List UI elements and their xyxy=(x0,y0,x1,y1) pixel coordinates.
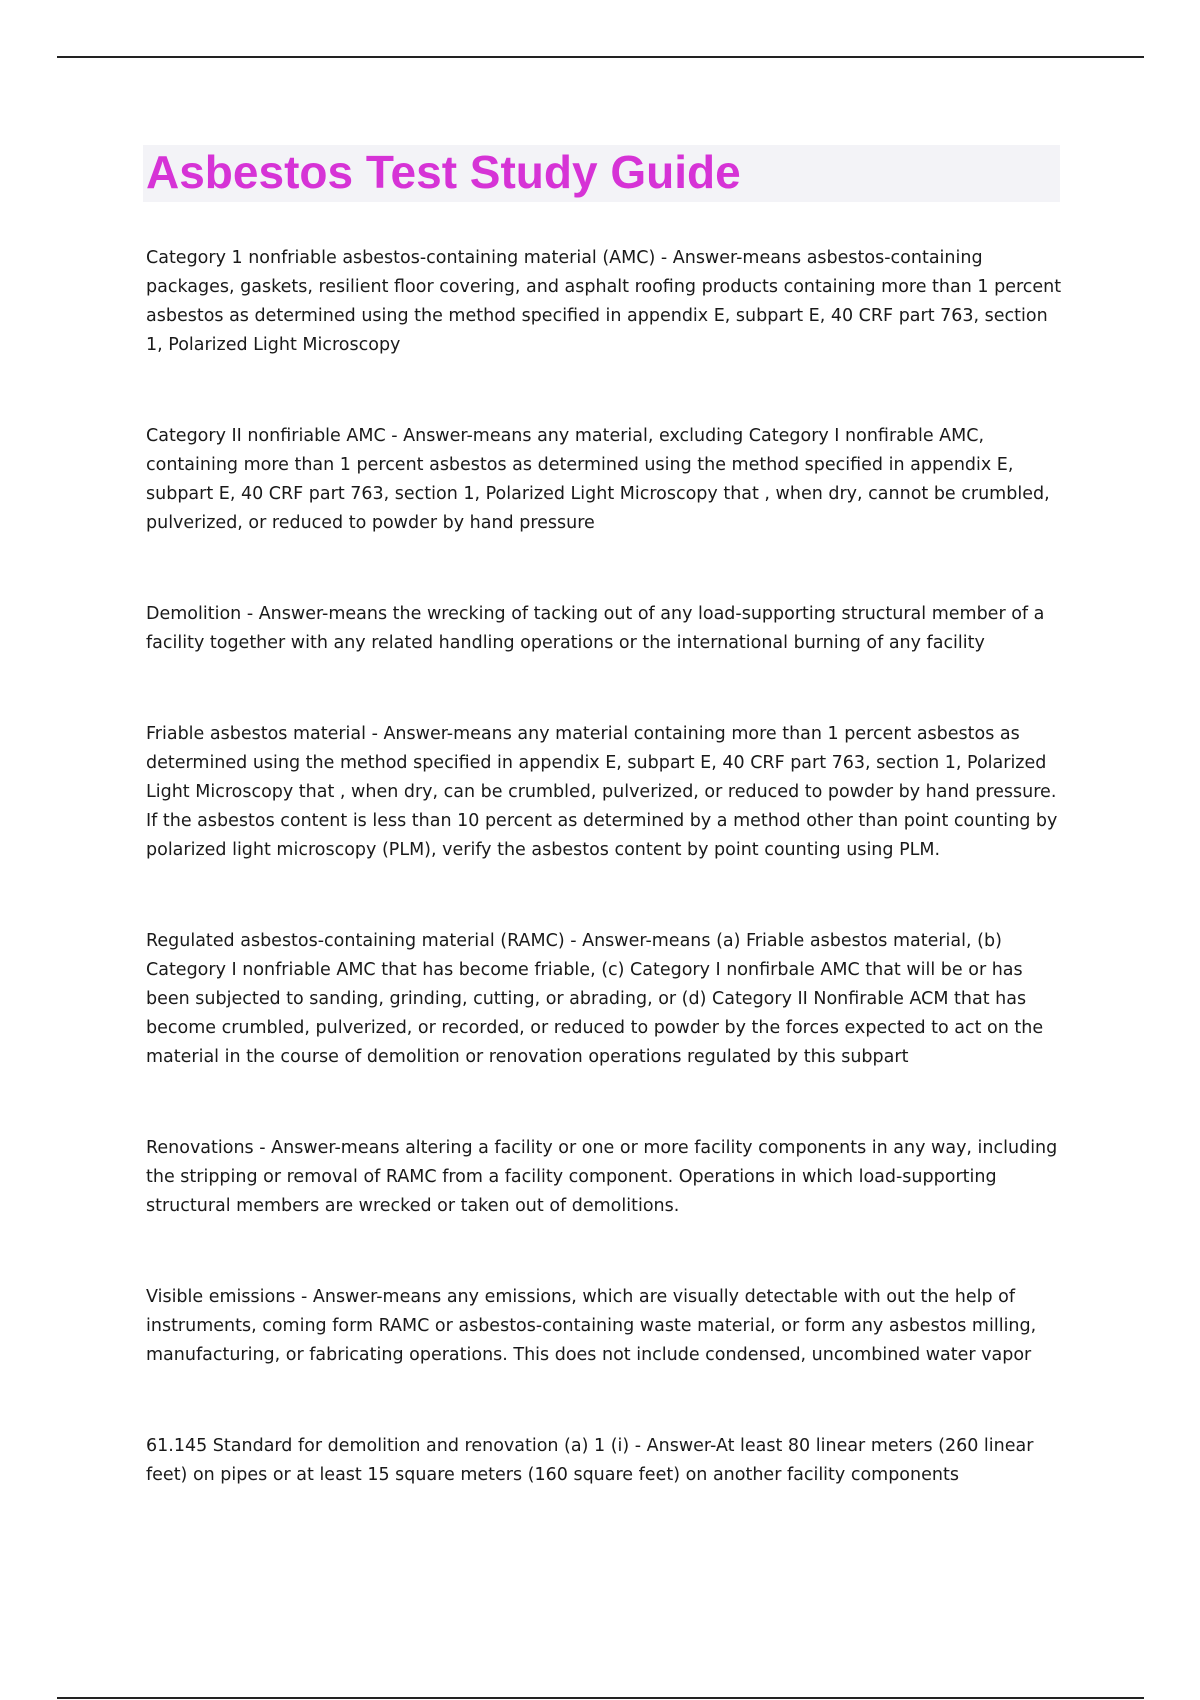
entry-term: 61.145 Standard for demolition and renovation (a) 1 (i) xyxy=(146,1436,630,1456)
bottom-rule xyxy=(57,1697,1144,1699)
entry-answer: Answer-means any material containing more than 1 percent asbestos as determined using the method specified in appendix E, subpart E, 40 CRF part 763, section 1, Polarized Light Microscopy that , when dry, can be crumbled, pulverized, or reduced to powder by hand pressure. If the asbestos content is less than 10 percent as determined by a method other than point counting by polarized light microscopy (PLM), verify the asbestos content by point counting using PLM. xyxy=(146,724,1058,860)
entry-answer: Answer-means altering a facility or one or more facility components in any way, including the stripping or removal of RAMC from a facility component. Operations in which load-supporting structural members are wrecked or taken out of demolitions. xyxy=(146,1138,1058,1216)
entry-term: Friable asbestos material xyxy=(146,724,366,744)
entry-regulated-acm: Regulated asbestos-containing material (RAMC) - Answer-means (a) Friable asbestos material, (b) Category I nonfriable AMC that has become friable, (c) Category I nonfirbale AMC that will be or has been subjected to sanding, grinding, cutting, or abrading, or (d) Category II Nonfirable ACM that has become crumbled, pulverized, or recorded, or reduced to powder by the forces expected to act on the material in the course of demolition or renovation operations regulated by this subpart xyxy=(146,931,1044,1067)
entry-term: Demolition xyxy=(146,604,242,624)
entry-visible-emissions: Visible emissions - Answer-means any emissions, which are visually detectable with out the help of instruments, coming form RAMC or asbestos-containing waste material, or form any asbestos milling, manufacturing, or fabricating operations. This does not include condensed, uncombined water vapor xyxy=(146,1287,1037,1365)
entry-term: Regulated asbestos-containing material (RAMC) xyxy=(146,931,565,951)
entry-term: Renovations xyxy=(146,1138,254,1158)
entry-answer: Answer-means any emissions, which are visually detectable with out the help of instruments, coming form RAMC or asbestos-containing waste material, or form any asbestos milling, manufacturing, or fabricating operations. This does not include condensed, uncombined water vapor xyxy=(146,1287,1037,1365)
entry-demolition: Demolition - Answer-means the wrecking of tacking out of any load-supporting structural member of a facility together with any related handling operations or the international burning of any facility xyxy=(146,604,1045,653)
entry-answer: Answer-means any material, excluding Category I nonfirable AMC, containing more than 1 percent asbestos as determined using the method specified in appendix E, subpart E, 40 CRF part 763, section 1, Polarized Light Microscopy that , when dry, cannot be crumbled, pulverized, or reduced to powder by hand pressure xyxy=(146,426,1050,533)
entry-renovations: Renovations - Answer-means altering a facility or one or more facility components in any way, including the stripping or removal of RAMC from a facility component. Operations in which load-supporting structural members are wrecked or taken out of demolitions. xyxy=(146,1138,1058,1216)
entry-answer: Answer-At least 80 linear meters (260 linear feet) on pipes or at least 15 square meters (160 square feet) on another facility components xyxy=(146,1436,1034,1485)
entry-list xyxy=(146,244,1062,1490)
page-title: Asbestos Test Study Guide xyxy=(146,146,741,198)
entry-61-145-standard: 61.145 Standard for demolition and renovation (a) 1 (i) - Answer-At least 80 linear meters (260 linear feet) on pipes or at least 15 square meters (160 square feet) on another facility components xyxy=(146,1436,1034,1485)
entry-term: Category 1 nonfriable asbestos-containing material (AMC) xyxy=(146,248,656,268)
entry-answer: Answer-means (a) Friable asbestos material, (b) Category I nonfriable AMC that has become friable, (c) Category I nonfirbale AMC that will be or has been subjected to sanding, grinding, cutting, or abrading, or (d) Category II Nonfirable ACM that has become crumbled, pulverized, or recorded, or reduced to powder by the forces expected to act on the material in the course of demolition or renovation operations regulated by this subpart xyxy=(146,931,1044,1067)
entry-category-1-nonfriable: Category 1 nonfriable asbestos-containing material (AMC) - Answer-means asbestos-containing packages, gaskets, resilient floor covering, and asphalt roofing products containing more than 1 percent asbestos as determined using the method specified in appendix E, subpart E, 40 CRF part 763, section 1, Polarized Light Microscopy xyxy=(146,248,1062,355)
entry-term: Visible emissions xyxy=(146,1287,296,1307)
entry-category-2-nonfriable: Category II nonfiriable AMC - Answer-means any material, excluding Category I nonfirable AMC, containing more than 1 percent asbestos as determined using the method specified in appendix E, subpart E, 40 CRF part 763, section 1, Polarized Light Microscopy that , when dry, cannot be crumbled, pulverized, or reduced to powder by hand pressure xyxy=(146,426,1050,533)
entry-term: Category II nonfiriable AMC xyxy=(146,426,386,446)
entry-friable-asbestos-material: Friable asbestos material - Answer-means any material containing more than 1 percent asbestos as determined using the method specified in appendix E, subpart E, 40 CRF part 763, section 1, Polarized Light Microscopy that , when dry, can be crumbled, pulverized, or reduced to powder by hand pressure. If the asbestos content is less than 10 percent as determined by a method other than point counting by polarized light microscopy (PLM), verify the asbestos content by point counting using PLM. xyxy=(146,724,1058,860)
entry-answer: Answer-means asbestos-containing packages, gaskets, resilient floor covering, and asphalt roofing products containing more than 1 percent asbestos as determined using the method specified in appendix E, subpart E, 40 CRF part 763, section 1, Polarized Light Microscopy xyxy=(146,248,1062,355)
entry-answer: Answer-means the wrecking of tacking out of any load-supporting structural member of a facility together with any related handling operations or the international burning of any facility xyxy=(146,604,1045,653)
top-rule xyxy=(57,56,1144,58)
